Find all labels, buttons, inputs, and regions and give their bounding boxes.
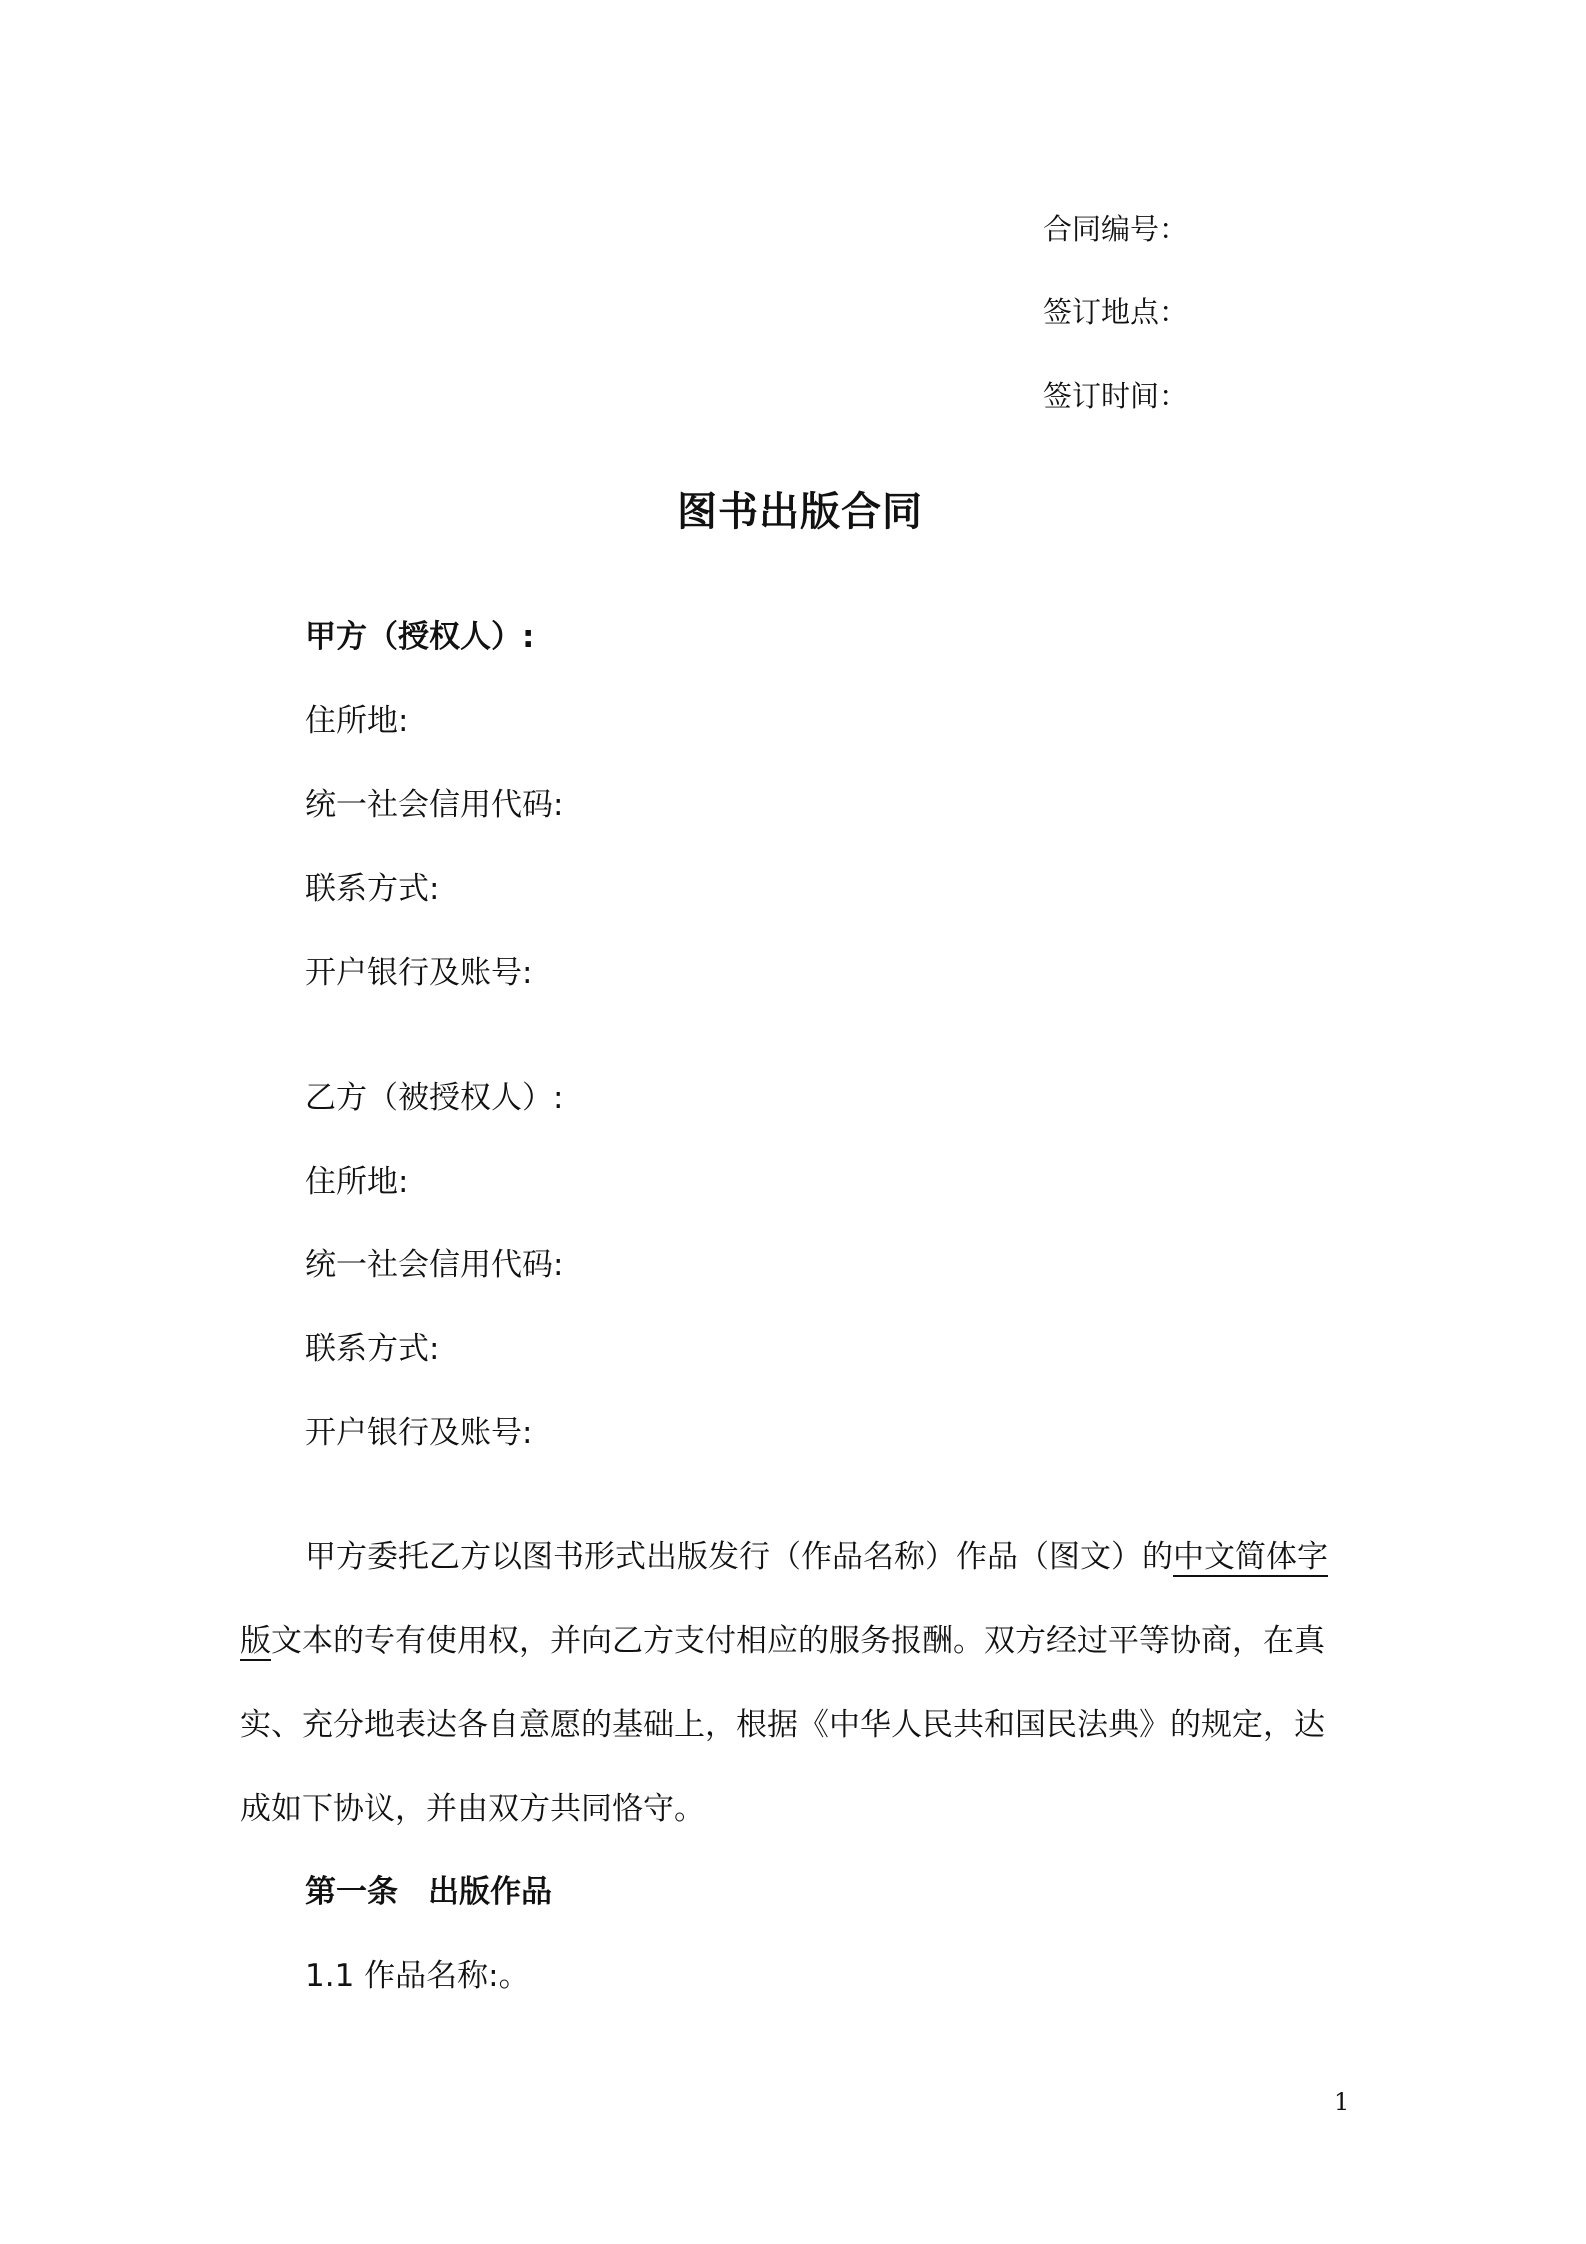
document-title: 图书出版合同 [677, 489, 923, 535]
preamble-line-2-text: 文本的专有使用权，并向乙方支付相应的服务报酬。双方经过平等协商，在真 [271, 1623, 1325, 1659]
party-a-address-label: 住所地: [305, 703, 409, 739]
party-a-contact-label: 联系方式: [305, 871, 440, 907]
party-a-bank-label: 开户银行及账号: [305, 955, 533, 991]
party-a-name-label: 甲方（授权人）: [305, 619, 535, 655]
preamble-line-4: 成如下协议，并由双方共同恪守。 [240, 1791, 705, 1827]
page-number: 1 [1334, 2088, 1350, 2116]
article-1-number: 第一条 [305, 1874, 398, 1910]
preamble-line-1 [305, 1535, 1328, 1579]
signing-place-label: 签订地点： [1043, 295, 1189, 329]
article-1-heading [305, 1870, 552, 1914]
clause-1-1: 1.1 作品名称:。 [305, 1958, 530, 1994]
party-b-contact-label: 联系方式: [305, 1331, 440, 1367]
preamble-underlined-term-end: 版 [240, 1623, 271, 1659]
preamble-underlined-term: 中文简体字 [1173, 1539, 1328, 1575]
article-1-title: 出版作品 [428, 1874, 552, 1910]
preamble-line-2 [240, 1619, 1325, 1663]
preamble-line-1-text: 甲方委托乙方以图书形式出版发行（作品名称）作品（图文）的 [305, 1539, 1173, 1575]
party-b-address-label: 住所地: [305, 1164, 409, 1200]
party-b-bank-label: 开户银行及账号: [305, 1415, 533, 1451]
contract-number-label: 合同编号： [1043, 212, 1189, 246]
party-a-credit-code-label: 统一社会信用代码: [305, 787, 564, 823]
signing-time-label: 签订时间： [1043, 379, 1189, 413]
preamble-line-3: 实、充分地表达各自意愿的基础上，根据《中华人民共和国民法典》的规定，达 [240, 1707, 1325, 1743]
party-b-credit-code-label: 统一社会信用代码: [305, 1247, 564, 1283]
party-b-name-label: 乙方（被授权人）: [305, 1080, 564, 1116]
